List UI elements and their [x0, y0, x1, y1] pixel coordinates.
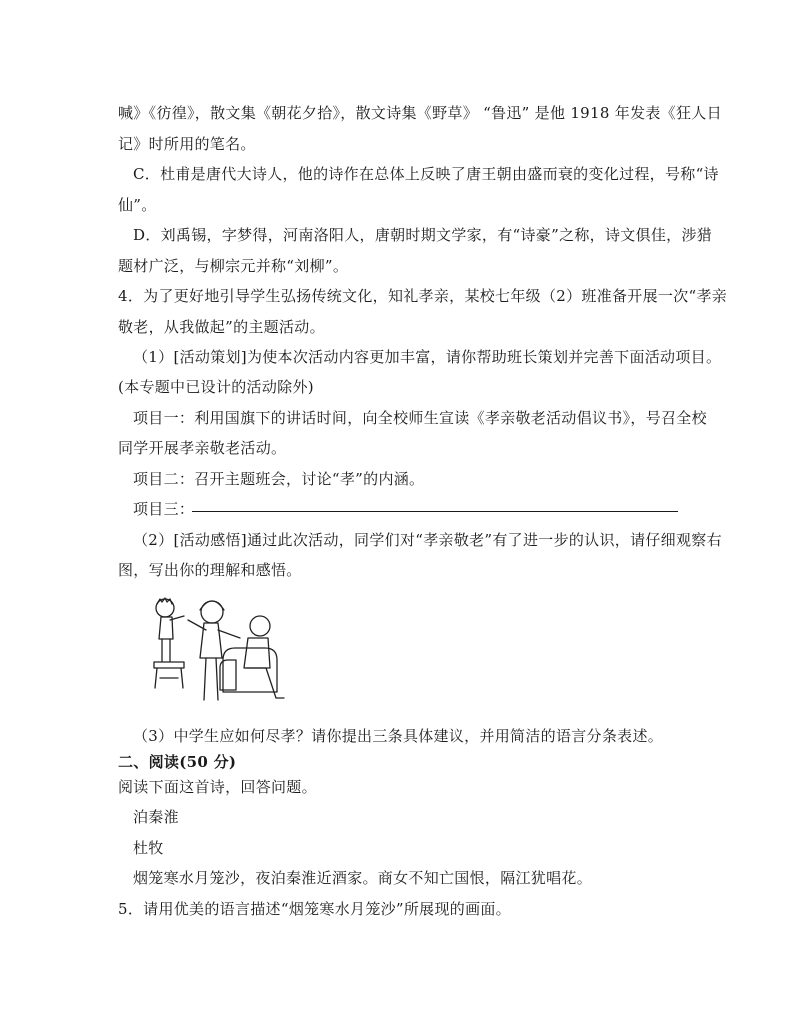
stool-top [154, 662, 184, 668]
section-heading-reading: 二、阅读(50 分) [118, 753, 237, 771]
question-5: 5．请用优美的语言描述“烟笼寒水月笼沙”所展现的画面。 [118, 900, 511, 918]
text-line: 同学开展孝亲敬老活动。 [118, 439, 287, 457]
text-line: 敬老，从我做起”的主题活动。 [118, 318, 325, 336]
text-line: 题材广泛，与柳宗元并称“刘柳”。 [118, 257, 349, 275]
option-d: D．刘禹锡，字梦得，河南洛阳人，唐朝时期文学家，有“诗豪”之称，诗文俱佳，涉猎 [133, 226, 713, 244]
poem-author: 杜牧 [133, 839, 164, 857]
mother-hair [200, 601, 224, 610]
subquestion-1: （1）[活动策划]为使本次活动内容更加丰富，请你帮助班长策划并完善下面活动项目。 [133, 348, 722, 366]
text-line: 记》时所用的笔名。 [118, 135, 256, 153]
text-line: 图，写出你的理解和感悟。 [118, 561, 302, 579]
mother-arm [218, 630, 240, 638]
text-line: (本专题中已设计的活动除外) [118, 378, 314, 396]
subquestion-2: （2）[活动感悟]通过此次活动，同学们对“孝亲敬老”有了进一步的认识，请仔细观察右 [133, 531, 722, 549]
poem-text: 烟笼寒水月笼沙，夜泊秦淮近酒家。商女不知亡国恨，隔江犹唱花。 [133, 869, 593, 887]
project-two: 项目二：召开主题班会，讨论“孝”的内涵。 [133, 470, 425, 488]
text-line: 仙”。 [118, 196, 157, 214]
project-one: 项目一：利用国旗下的讲话时间，向全校师生宣读《孝亲敬老活动倡议书》，号召全校 [133, 409, 707, 427]
poem-title: 泊秦淮 [133, 808, 179, 826]
child-legs [162, 639, 170, 661]
question-4: 4．为了更好地引导学生弘扬传统文化，知礼孝亲，某校七年级（2）班准备开展一次“孝亲 [118, 287, 728, 305]
grandparent-head [250, 616, 270, 636]
stool-legs [155, 668, 183, 688]
grandparent-body [244, 638, 270, 668]
answer-blank-line[interactable] [192, 511, 678, 512]
text-line: 喊》《彷徨》，散文集《朝花夕拾》，散文诗集《野草》 “鲁迅” 是他 1918 年发表《狂人日 [118, 104, 722, 122]
subquestion-3: （3）中学生应如何尽孝？请你提出三条具体建议，并用简洁的语言分条表述。 [133, 727, 664, 745]
grandparent-legs [246, 668, 284, 698]
project-three-label: 项目三： [133, 500, 195, 518]
illustration-child-grandparent-image [148, 590, 288, 708]
mother-legs [204, 658, 218, 700]
reading-instruction: 阅读下面这首诗，回答问题。 [118, 778, 317, 796]
option-c: C．杜甫是唐代大诗人，他的诗作在总体上反映了唐王朝由盛而衰的变化过程，号称“诗 [133, 165, 719, 183]
